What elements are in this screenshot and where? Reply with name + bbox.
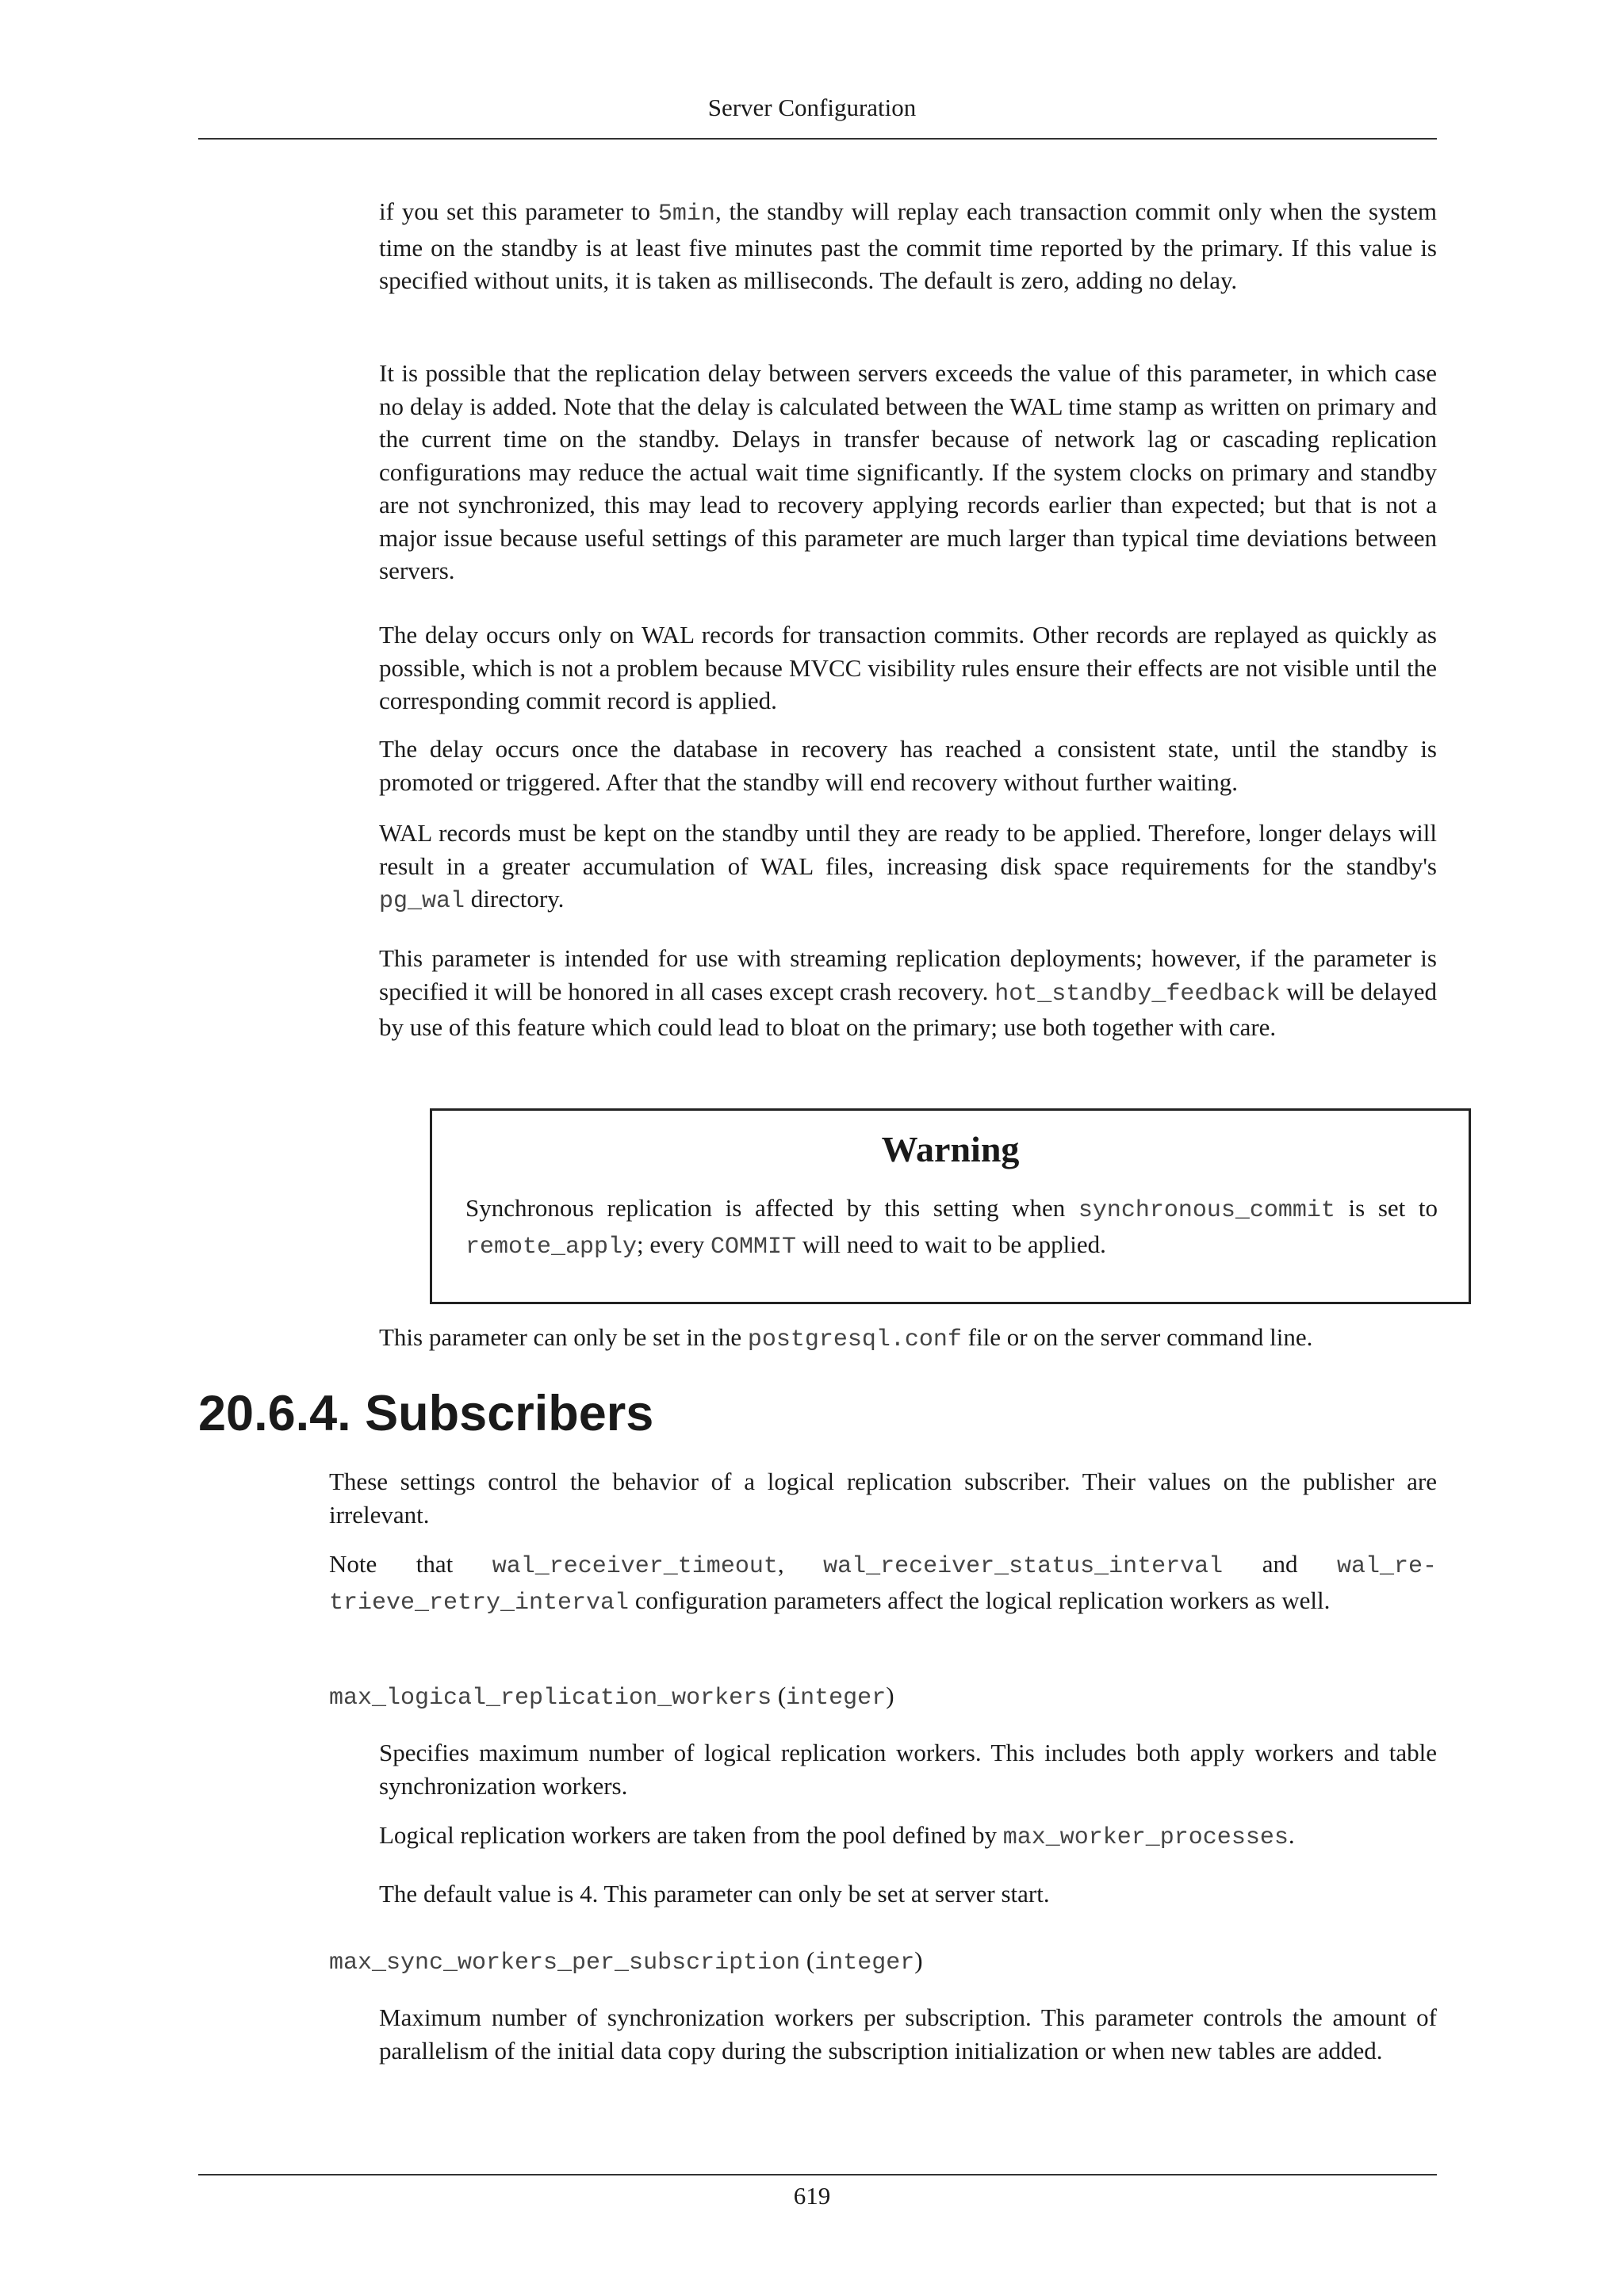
page-number: 619 [793, 2182, 831, 2210]
paragraph-streaming-replication [379, 942, 1437, 1044]
code-postgresql-conf: postgresql.conf [747, 1326, 962, 1353]
text-run: ( [800, 1946, 815, 1974]
paragraph-subscriber-intro: These settings control the behavior of a logical replication subscriber. Their values on the publisher are irrelevant. [329, 1468, 1437, 1529]
text-run: will be delayed by use of this feature which could lead to bloat on the primary; use both together with care. [379, 977, 1437, 1041]
paragraph-set-location [379, 1321, 1437, 1357]
text-run: WAL records must be kept on the standby until they are ready to be applied. Therefore, longer delays will result in a greater accumulation of WAL files, increasing disk space requirements for the standby's [379, 819, 1437, 880]
text-run: will need to wait to be applied. [796, 1230, 1106, 1258]
warning-body [465, 1192, 1438, 1264]
text-run: . [1288, 1821, 1295, 1849]
paragraph-wal-records [379, 817, 1437, 919]
text-run: This parameter can only be set in the [379, 1323, 748, 1351]
text-run: ( [772, 1682, 787, 1709]
param-term-max-logical-replication-workers [329, 1679, 894, 1715]
code-commit: COMMIT [710, 1233, 797, 1261]
text-run: , [777, 1550, 824, 1578]
section-heading: 20.6.4. Subscribers [198, 1386, 654, 1441]
paragraph-worker-pool [379, 1819, 1437, 1855]
paragraph-sync-workers-desc: Maximum number of synchronization workers per subscription. This parameter controls the amount of parallelism of the initial data copy during the subscription initialization or when new tables are added. [379, 2003, 1437, 2064]
text-run: ) [914, 1946, 923, 1974]
paragraph-delay-commits: The delay occurs only on WAL records for transaction commits. Other records are replayed as quickly as possible, which is not a problem because MVCC visibility rules ensure their effects are not visible until the corresponding commit record is applied. [379, 621, 1437, 714]
code-wal-receiver-status-interval: wal_receiver_status_interval [823, 1553, 1224, 1580]
paragraph-replication-delay: It is possible that the replication delay between servers exceeds the value of this parameter, in which case no delay is added. Note that the delay is calculated between the WAL time stamp as written on primary and the current time on the standby. Delays in transfer because of network lag or cascading replication configurations may reduce the actual wait time significantly. If the system clocks on primary and standby are not synchronized, this may lead to recovery applying records earlier than expected; but that is not a major issue because useful settings of this parameter are much larger than typical time deviations between servers. [379, 359, 1437, 584]
param-name: max_sync_workers_per_subscription [329, 1950, 801, 1976]
text-run: ) [886, 1682, 894, 1709]
code-5min: 5min [657, 201, 715, 228]
text-run: and [1223, 1550, 1337, 1578]
text-run: is set to [1335, 1194, 1438, 1222]
code-wal-receiver-timeout: wal_receiver_timeout [492, 1553, 778, 1580]
param-name: max_logical_replication_workers [329, 1685, 772, 1712]
paragraph-max-workers-desc: Specifies maximum number of logical replication workers. This includes both apply workers and table synchronization workers. [379, 1739, 1437, 1800]
paragraph-receiver-params [329, 1548, 1437, 1620]
text-run: directory. [465, 885, 565, 913]
paragraph-consistent-state: The delay occurs once the database in recovery has reached a consistent state, until the standby is promoted or triggered. After that the standby will end recovery without further waiting. [379, 735, 1437, 796]
param-type: integer [786, 1685, 887, 1712]
code-remote-apply: remote_apply [465, 1233, 638, 1261]
code-synchronous-commit: synchronous_commit [1078, 1197, 1335, 1224]
param-term-max-sync-workers-per-subscription [329, 1944, 923, 1980]
code-pg-wal: pg_wal [379, 888, 465, 915]
warning-title: Warning [881, 1129, 1020, 1169]
code-max-worker-processes: max_worker_processes [1002, 1824, 1289, 1851]
footer-rule [198, 2174, 1437, 2175]
running-header-title: Server Configuration [707, 94, 917, 121]
text-run: ; every [637, 1230, 711, 1258]
text-run: This parameter is intended for use with streaming replication deployments; however, if the parameter is specified it will be honored in all cases except crash recovery. [379, 944, 1437, 1005]
header-rule [198, 138, 1437, 140]
warning-admonition [430, 1108, 1471, 1304]
paragraph-default-value: The default value is 4. This parameter can only be set at server start. [379, 1880, 1050, 1908]
code-hot-standby-feedback: hot_standby_feedback [994, 980, 1281, 1008]
paragraph-delay-example [379, 195, 1437, 297]
text-run: Synchronous replication is affected by this setting when [465, 1194, 1078, 1222]
code-wal-retrieve-retry-interval: wal_retrieve_retry_interval [329, 1553, 1438, 1617]
text-run: if you set this parameter to [379, 197, 658, 225]
text-run: configuration parameters affect the logical replication workers as well. [629, 1586, 1331, 1614]
text-run: file or on the server command line. [961, 1323, 1313, 1351]
text-run: Note that [329, 1550, 492, 1578]
text-run: Logical replication workers are taken from the pool defined by [379, 1821, 1003, 1849]
text-run: , the standby will replay each transaction commit only when the system time on the standby is at least five minutes past the commit time reported by the primary. If this value is specified without units, it is taken as milliseconds. The default is zero, adding no delay. [379, 197, 1437, 294]
param-type: integer [814, 1950, 915, 1976]
